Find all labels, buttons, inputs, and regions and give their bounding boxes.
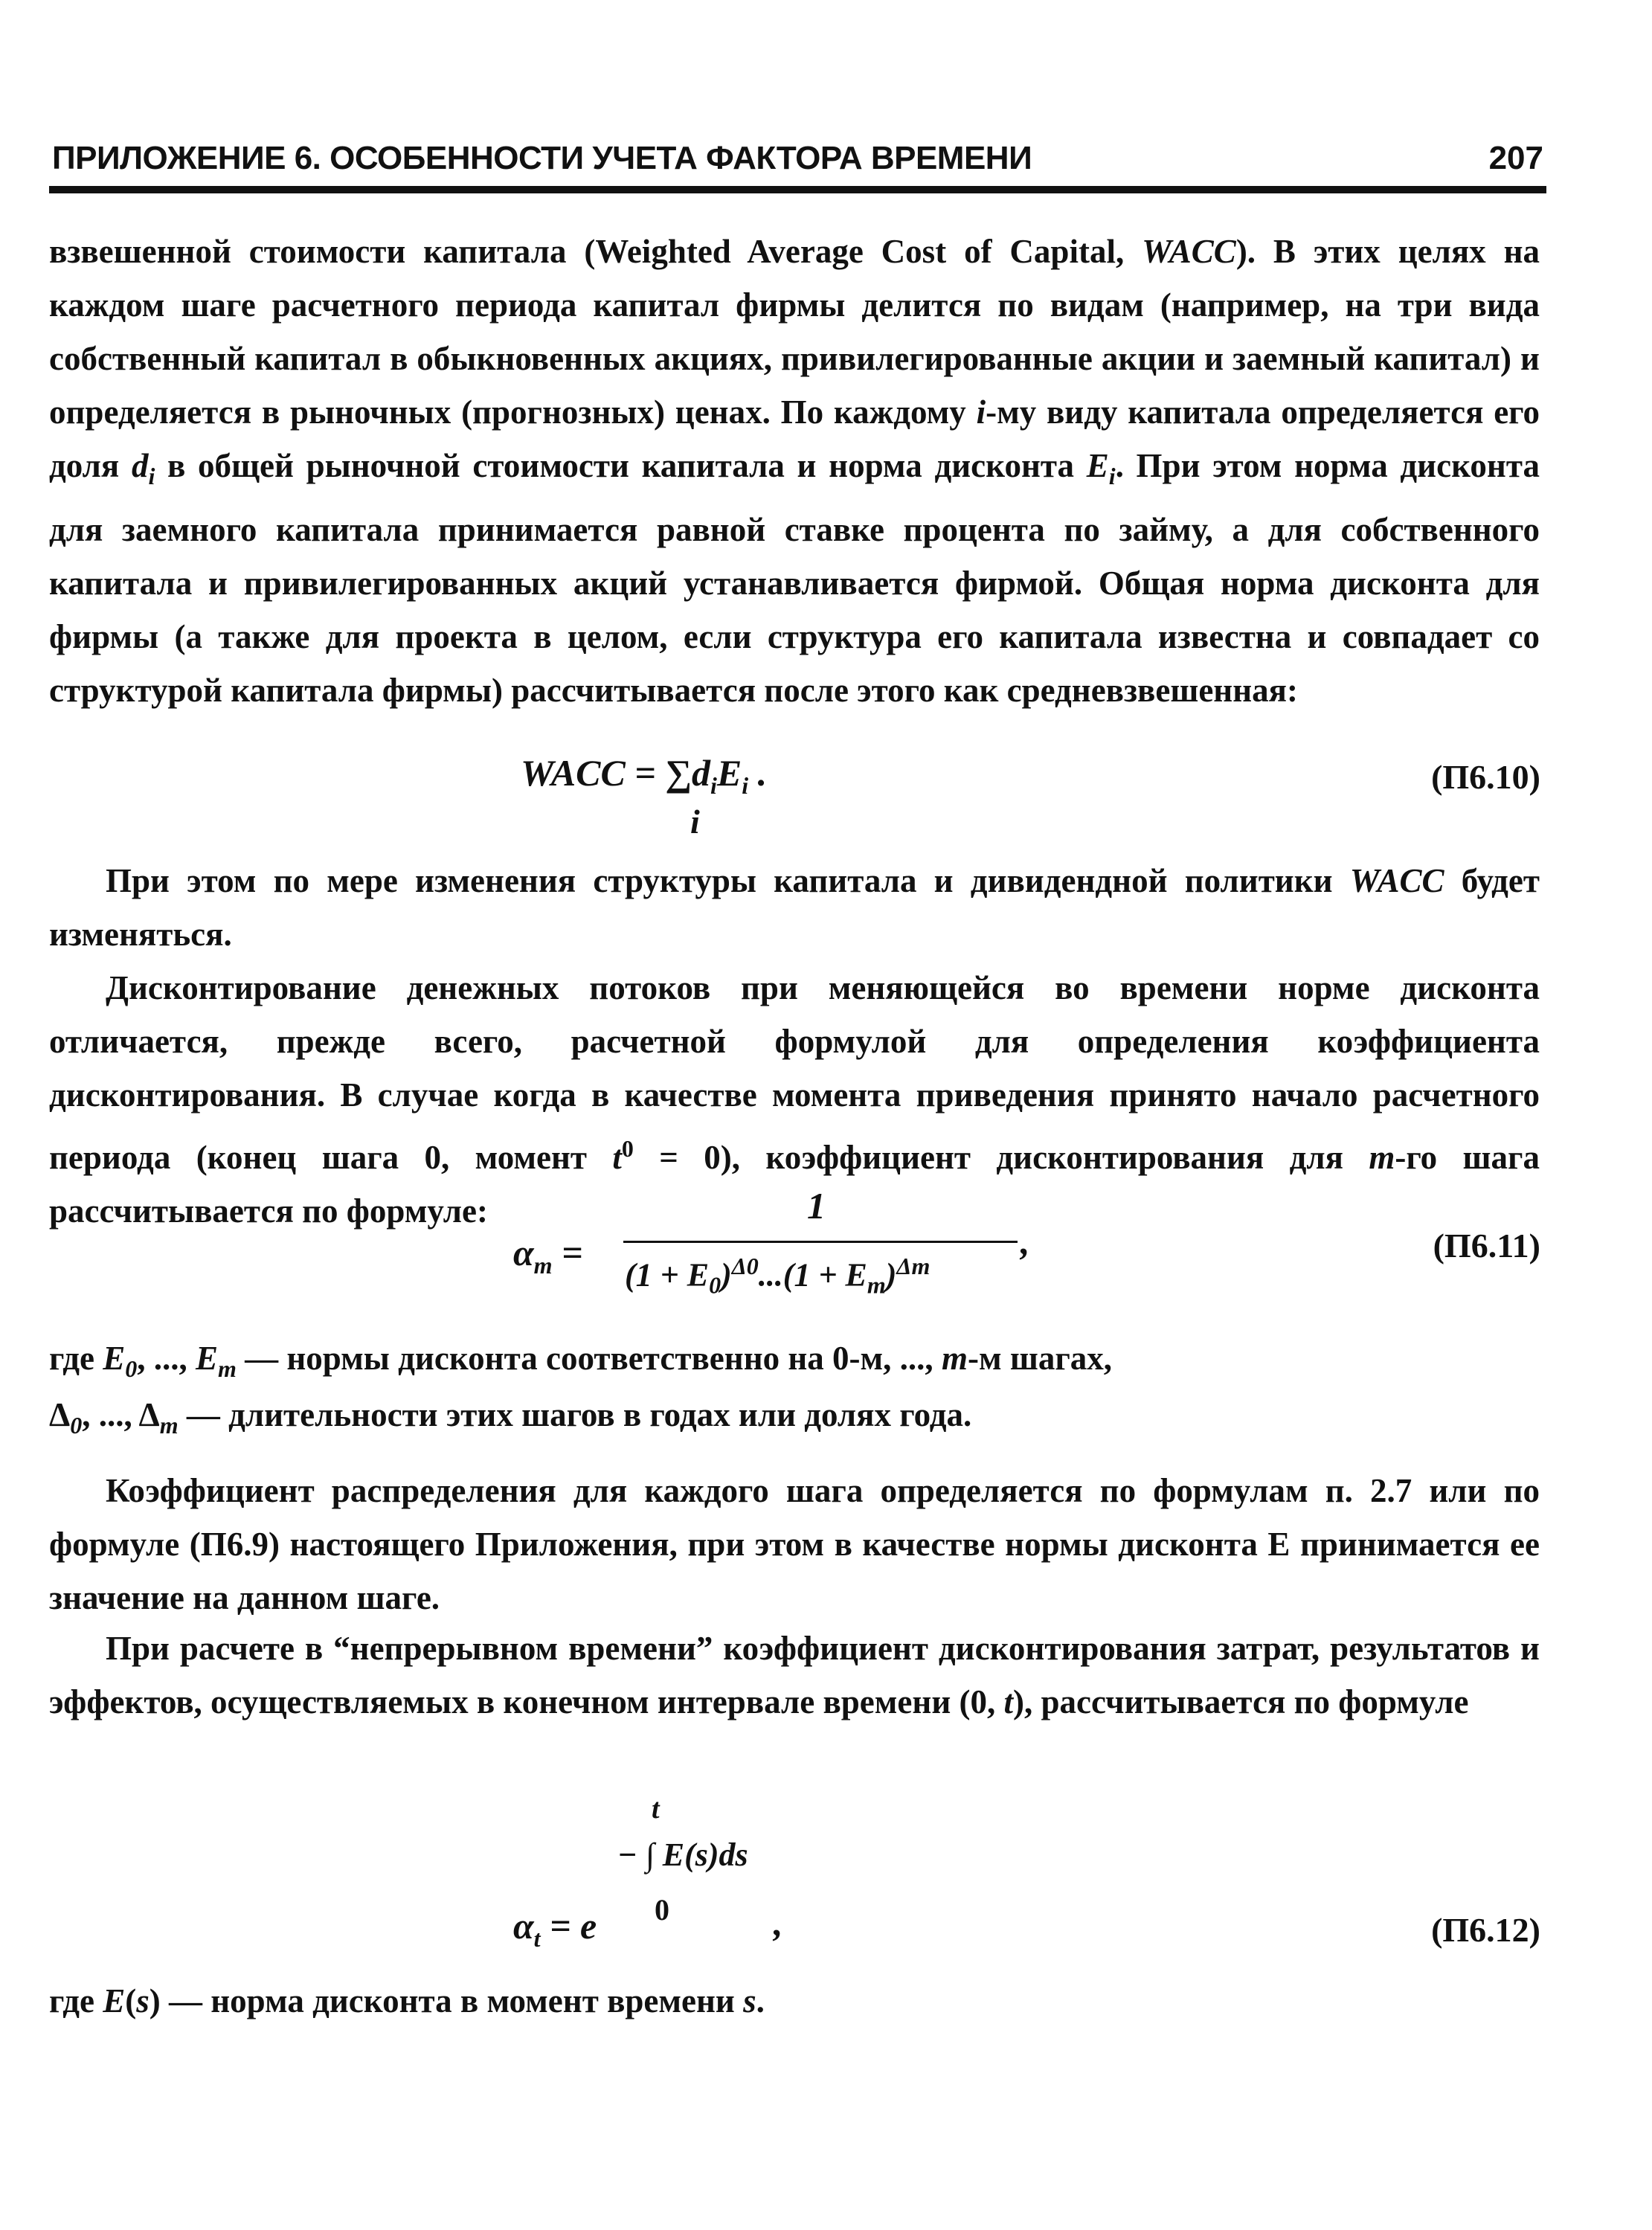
integral-lower-limit: 0 <box>655 1893 669 1927</box>
equation-number: (П6.10) <box>1431 758 1540 796</box>
header-title: ПРИЛОЖЕНИЕ 6. ОСОБЕННОСТИ УЧЕТА ФАКТОРА ВРЕМЕНИ <box>52 140 1032 176</box>
running-header <box>52 140 1543 184</box>
paragraph-continuous-time: При расчете в “непрерывном времени” коэффициент дисконтирования затрат, результатов и эффектов, осуществляемых в конечном интервале времени (0, t), рассчитывается по формуле <box>49 1630 1540 1720</box>
equation-body: WACC = $\sum d_iE_i$ . <box>521 752 768 799</box>
where-clause-rates: где $E_0$, ..., $E_m$ — нормы дисконта соответственно на 0-м, ..., m-м шагах, <box>49 1340 1113 1382</box>
header-rule <box>49 186 1546 193</box>
paragraph-wacc-intro: взвешенной стоимости капитала (Weighted Average Cost of Capital, WACC). В этих целях на каждом шаге расчетного периода капитал фирмы делится по видам (например, на три вида собственный капитал в обыкновенных акциях, привилегированные акции и заемный капитал) и определяется в рыночных (прогнозных) ценах. По каждому i-му виду капитала определяется его доля $d_i$ в общей рыночной стоимости капитала и норма дисконта $E_i$. При этом норма дисконта для заемного капитала принимается равной ставке процента по займу, а для собственного капитала и привилегированных акций устанавливается фирмой. Общая норма дисконта для фирмы (а также для проекта в целом, если структура его капитала известна и совпадает со структурой капитала фирмы) рассчитывается после этого как средневзвешенная: <box>49 233 1540 709</box>
equation-lhs: $\alpha_m$ = <box>513 1232 583 1279</box>
where-clause-rate-function: где E(s) — норма дисконта в момент времени s. <box>49 1982 765 2019</box>
sum-index: i <box>690 803 700 841</box>
equation-comma: , <box>1021 1221 1030 1262</box>
fraction-numerator: 1 <box>807 1185 826 1227</box>
equation-lhs: $\alpha_t = e$ <box>513 1905 597 1952</box>
paragraph-discounting: Дисконтирование денежных потоков при меняющейся во времени норме дисконта отличается, прежде всего, расчетной формулой для определения коэффициента дисконтирования. В случае когда в качестве момента приведения принято начало расчетного периода (конец шага 0, момент $t^0 = 0$), коэффициент дисконтирования для m-го шага рассчитывается по формуле: <box>49 969 1540 1230</box>
integral-exponent: − ∫ E(s)ds <box>617 1837 748 1873</box>
equation-number: (П6.12) <box>1431 1911 1540 1949</box>
fraction-bar <box>623 1241 1018 1243</box>
where-clause-durations: $\Delta_0$, ..., $\Delta_m$ — длительности этих шагов в годах или долях года. <box>49 1396 972 1439</box>
paragraph-wacc-change: При этом по мере изменения структуры капитала и дивидендной политики WACC будет изменяться. <box>49 862 1540 953</box>
equation-comma: , <box>774 1902 783 1944</box>
paragraph-distribution-coefficient: Коэффициент распределения для каждого шага определяется по формулам п. 2.7 или по формуле (П6.9) настоящего Приложения, при этом в качестве нормы дисконта Е принимается ее значение на данном шаге. <box>49 1472 1540 1616</box>
fraction-denominator: $(1 + E_0)^{\Delta 0}...(1 + E_m)^{\Delta m}$ <box>625 1253 931 1299</box>
equation-number: (П6.11) <box>1433 1227 1540 1265</box>
page-number: 207 <box>1488 140 1543 176</box>
integral-upper-limit: t <box>652 1793 660 1825</box>
